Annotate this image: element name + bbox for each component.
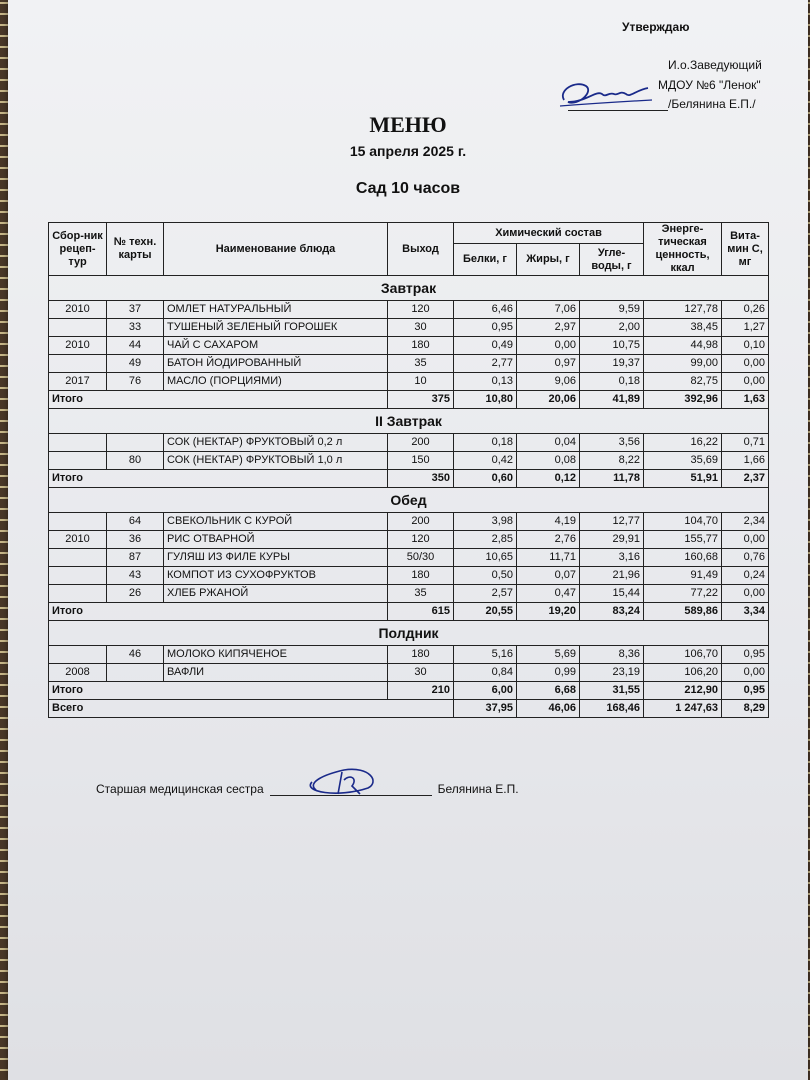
protein-value: 2,77 [454,355,517,373]
carbs-value: 8,36 [580,646,644,664]
table-row [49,355,769,373]
protein-value: 0,84 [454,664,517,682]
recipe-collection [49,646,107,664]
section-title: Полдник [49,621,769,646]
document-subtitle: Сад 10 часов [355,180,461,197]
dish-output: 180 [388,646,454,664]
protein-value: 0,49 [454,337,517,355]
dish-output: 50/30 [388,549,454,567]
footer-role: Старшая медицинская сестра [96,782,264,796]
table-row [49,531,769,549]
dish-output: 35 [388,355,454,373]
dish-output: 150 [388,452,454,470]
protein-value: 0,50 [454,567,517,585]
protein-value: 5,16 [454,646,517,664]
total-label: Итого [49,391,388,409]
energy-value: 91,49 [644,567,722,585]
dish-output: 120 [388,301,454,319]
dish-name: РИС ОТВАРНОЙ [164,531,388,549]
carbs-value: 12,77 [580,513,644,531]
energy-value: 106,70 [644,646,722,664]
energy-value: 104,70 [644,513,722,531]
footer-name: Белянина Е.П. [437,782,519,796]
grand-total-energy: 1 247,63 [644,700,722,718]
dish-name: МАСЛО (ПОРЦИЯМИ) [164,373,388,391]
document-date: 15 апреля 2025 г. [349,143,467,159]
header-name: Наименование блюда [164,223,388,276]
vitamin-value: 0,24 [722,567,769,585]
vitamin-value: 1,27 [722,319,769,337]
energy-value: 35,69 [644,452,722,470]
tech-card-number: 87 [107,549,164,567]
tech-card-number: 26 [107,585,164,603]
section-title: II Завтрак [49,409,769,434]
fat-value: 0,99 [517,664,580,682]
fat-value: 0,08 [517,452,580,470]
menu-table-body [49,276,769,718]
tech-card-number: 80 [107,452,164,470]
total-protein: 0,60 [454,470,517,488]
total-carbs: 41,89 [580,391,644,409]
dish-name: БАТОН ЙОДИРОВАННЫЙ [164,355,388,373]
grand-total-label: Всего [49,700,454,718]
nurse-signature [298,760,388,802]
recipe-collection: 2008 [49,664,107,682]
carbs-value: 21,96 [580,567,644,585]
recipe-collection [49,567,107,585]
tech-card-number: 49 [107,355,164,373]
energy-value: 127,78 [644,301,722,319]
total-vitamin: 0,95 [722,682,769,700]
tech-card-number: 37 [107,301,164,319]
vitamin-value: 0,71 [722,434,769,452]
dish-output: 200 [388,513,454,531]
document-sheet [8,0,808,1080]
vitamin-value: 0,00 [722,373,769,391]
total-vitamin: 1,63 [722,391,769,409]
total-fat: 19,20 [517,603,580,621]
carbs-value: 15,44 [580,585,644,603]
header-card: № техн. карты [107,223,164,276]
recipe-collection: 2010 [49,531,107,549]
document-title: МЕНЮ [369,112,447,137]
vitamin-value: 0,00 [722,355,769,373]
total-label: Итого [49,682,388,700]
dish-name: МОЛОКО КИПЯЧЕНОЕ [164,646,388,664]
grand-total-fat: 46,06 [517,700,580,718]
energy-value: 44,98 [644,337,722,355]
carbs-value: 8,22 [580,452,644,470]
header-protein: Белки, г [454,244,517,276]
approval-name: /Белянина Е.П./ [668,97,756,111]
table-row [49,549,769,567]
total-vitamin: 2,37 [722,470,769,488]
protein-value: 2,85 [454,531,517,549]
tech-card-number: 64 [107,513,164,531]
total-carbs: 83,24 [580,603,644,621]
table-row [49,319,769,337]
vitamin-value: 1,66 [722,452,769,470]
fat-value: 7,06 [517,301,580,319]
header-collection: Сбор-ник рецеп-тур [49,223,107,276]
vitamin-value: 0,95 [722,646,769,664]
protein-value: 10,65 [454,549,517,567]
header-fat: Жиры, г [517,244,580,276]
grand-total-row [49,700,769,718]
vitamin-value: 0,00 [722,664,769,682]
total-row [49,391,769,409]
protein-value: 0,18 [454,434,517,452]
dish-name: ХЛЕБ РЖАНОЙ [164,585,388,603]
fat-value: 2,76 [517,531,580,549]
approval-heading: Утверждаю [622,20,690,34]
section-header-row [49,276,769,301]
fat-value: 11,71 [517,549,580,567]
dish-name: ЧАЙ С САХАРОМ [164,337,388,355]
tech-card-number: 36 [107,531,164,549]
table-row [49,513,769,531]
vitamin-value: 0,00 [722,531,769,549]
table-row [49,452,769,470]
header-vitamin: Вита-мин С, мг [722,223,769,276]
recipe-collection [49,549,107,567]
header-carbs: Угле-воды, г [580,244,644,276]
protein-value: 2,57 [454,585,517,603]
table-row [49,664,769,682]
tech-card-number: 76 [107,373,164,391]
table-row [49,585,769,603]
total-row [49,682,769,700]
dish-name: ТУШЕНЫЙ ЗЕЛЕНЫЙ ГОРОШЕК [164,319,388,337]
total-output: 375 [388,391,454,409]
vitamin-value: 0,10 [722,337,769,355]
grand-total-carbs: 168,46 [580,700,644,718]
recipe-collection: 2010 [49,301,107,319]
dish-output: 120 [388,531,454,549]
energy-value: 82,75 [644,373,722,391]
dish-name: КОМПОТ ИЗ СУХОФРУКТОВ [164,567,388,585]
total-fat: 0,12 [517,470,580,488]
dish-output: 30 [388,664,454,682]
total-protein: 10,80 [454,391,517,409]
total-energy: 589,86 [644,603,722,621]
section-title: Завтрак [49,276,769,301]
fat-value: 0,07 [517,567,580,585]
section-header-row [49,621,769,646]
energy-value: 106,20 [644,664,722,682]
fat-value: 4,19 [517,513,580,531]
fat-value: 0,47 [517,585,580,603]
total-energy: 392,96 [644,391,722,409]
recipe-collection [49,585,107,603]
total-output: 350 [388,470,454,488]
fat-value: 2,97 [517,319,580,337]
total-energy: 212,90 [644,682,722,700]
total-protein: 20,55 [454,603,517,621]
approval-position: И.о.Заведующий [668,58,762,72]
total-label: Итого [49,470,388,488]
tech-card-number [107,434,164,452]
fat-value: 0,00 [517,337,580,355]
dish-output: 35 [388,585,454,603]
total-fat: 20,06 [517,391,580,409]
grand-total-vitamin: 8,29 [722,700,769,718]
vitamin-value: 0,76 [722,549,769,567]
vitamin-value: 0,26 [722,301,769,319]
dish-output: 30 [388,319,454,337]
tech-card-number: 44 [107,337,164,355]
protein-value: 0,95 [454,319,517,337]
recipe-collection [49,434,107,452]
fat-value: 0,04 [517,434,580,452]
carbs-value: 10,75 [580,337,644,355]
energy-value: 160,68 [644,549,722,567]
dish-name: СОК (НЕКТАР) ФРУКТОВЫЙ 0,2 л [164,434,388,452]
section-title: Обед [49,488,769,513]
recipe-collection: 2017 [49,373,107,391]
fat-value: 9,06 [517,373,580,391]
grand-total-protein: 37,95 [454,700,517,718]
fat-value: 0,97 [517,355,580,373]
dish-name: СОК (НЕКТАР) ФРУКТОВЫЙ 1,0 л [164,452,388,470]
total-label: Итого [49,603,388,621]
protein-value: 0,42 [454,452,517,470]
table-row [49,646,769,664]
dish-name: ГУЛЯШ ИЗ ФИЛЕ КУРЫ [164,549,388,567]
carbs-value: 9,59 [580,301,644,319]
header-output: Выход [388,223,454,276]
energy-value: 155,77 [644,531,722,549]
menu-table [48,222,769,718]
table-row [49,337,769,355]
total-carbs: 11,78 [580,470,644,488]
total-row [49,603,769,621]
carbs-value: 29,91 [580,531,644,549]
table-row [49,301,769,319]
tech-card-number: 46 [107,646,164,664]
protein-value: 3,98 [454,513,517,531]
total-carbs: 31,55 [580,682,644,700]
total-fat: 6,68 [517,682,580,700]
table-row [49,434,769,452]
carbs-value: 0,18 [580,373,644,391]
total-output: 210 [388,682,454,700]
protein-value: 0,13 [454,373,517,391]
carbs-value: 3,56 [580,434,644,452]
recipe-collection [49,513,107,531]
table-row [49,567,769,585]
recipe-collection [49,355,107,373]
carbs-value: 23,19 [580,664,644,682]
recipe-collection [49,452,107,470]
dish-name: ОМЛЕТ НАТУРАЛЬНЫЙ [164,301,388,319]
section-header-row [49,488,769,513]
energy-value: 99,00 [644,355,722,373]
carbs-value: 2,00 [580,319,644,337]
energy-value: 16,22 [644,434,722,452]
dish-name: СВЕКОЛЬНИК С КУРОЙ [164,513,388,531]
recipe-collection [49,319,107,337]
energy-value: 77,22 [644,585,722,603]
total-protein: 6,00 [454,682,517,700]
carbs-value: 19,37 [580,355,644,373]
protein-value: 6,46 [454,301,517,319]
table-row [49,373,769,391]
dish-output: 10 [388,373,454,391]
dish-output: 200 [388,434,454,452]
vitamin-value: 2,34 [722,513,769,531]
fat-value: 5,69 [517,646,580,664]
dish-output: 180 [388,567,454,585]
total-row [49,470,769,488]
tech-card-number: 43 [107,567,164,585]
header-energy: Энерге-тическая ценность, ккал [644,223,722,276]
vitamin-value: 0,00 [722,585,769,603]
dish-name: ВАФЛИ [164,664,388,682]
approval-organization: МДОУ №6 "Ленок" [658,78,761,92]
tech-card-number: 33 [107,319,164,337]
tech-card-number [107,664,164,682]
section-header-row [49,409,769,434]
total-energy: 51,91 [644,470,722,488]
carbs-value: 3,16 [580,549,644,567]
energy-value: 38,45 [644,319,722,337]
recipe-collection: 2010 [49,337,107,355]
total-vitamin: 3,34 [722,603,769,621]
total-output: 615 [388,603,454,621]
header-chem: Химический состав [454,223,644,244]
dish-output: 180 [388,337,454,355]
header-row-1 [49,223,769,244]
director-signature [556,72,656,112]
